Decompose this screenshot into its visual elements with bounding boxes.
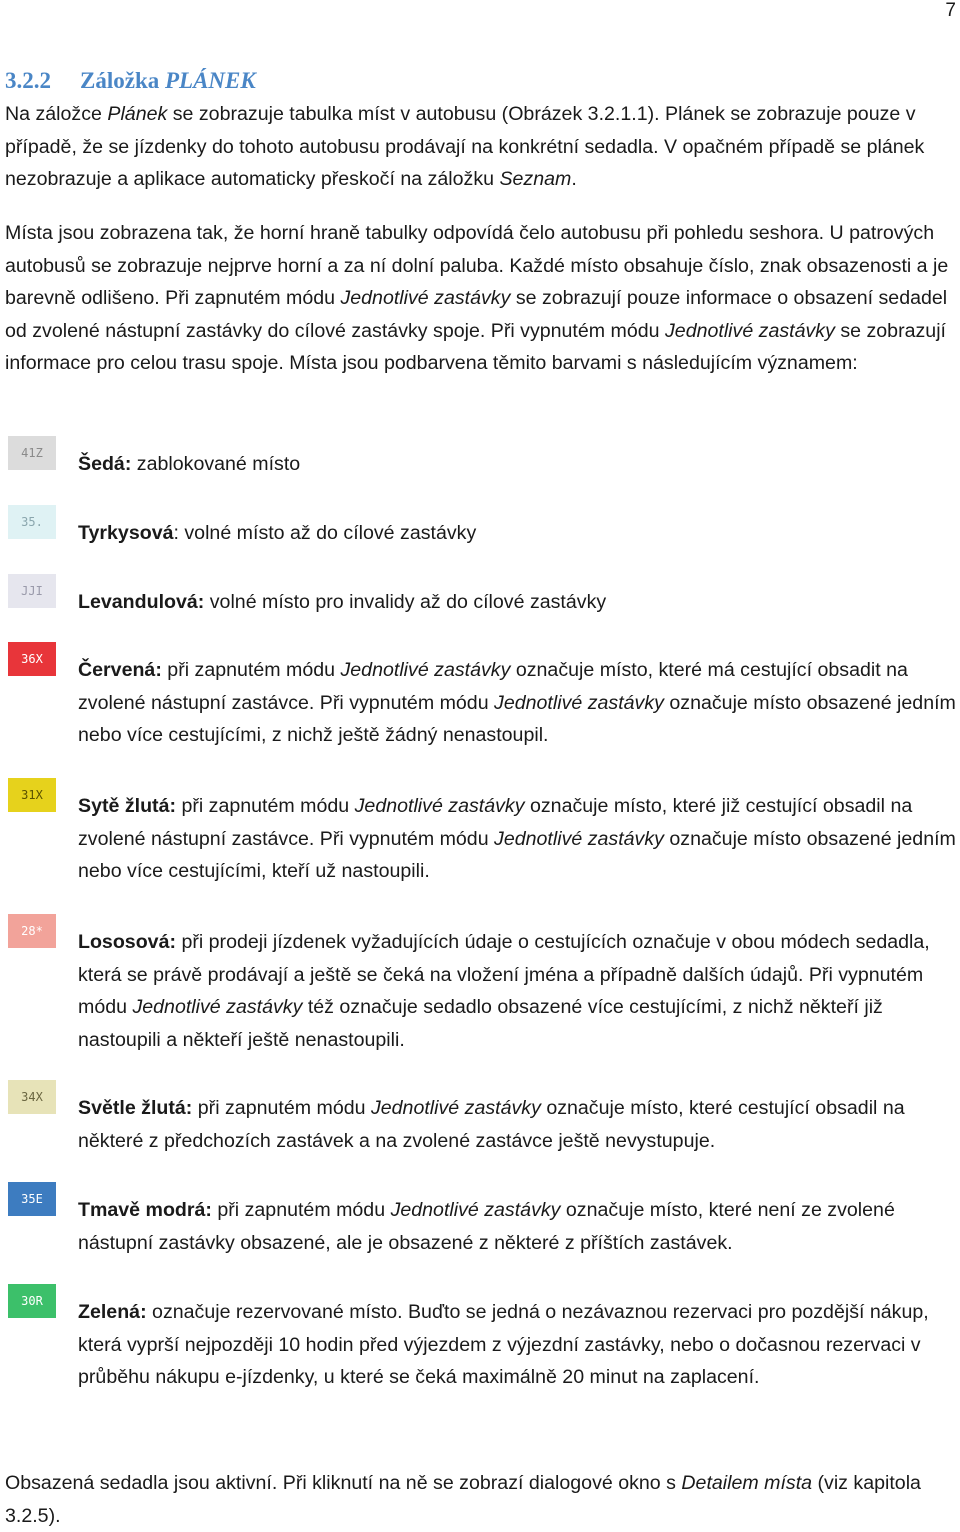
seat-swatch-light-yellow: 34X [8, 1080, 56, 1114]
text-run: se zobrazuje tabulka míst v autobusu (Obrázek 3.2.1.1). Plánek se zobrazuje pouze v případě, že se jízdenky do tohoto autobusu prodávají na konkrétní sedadla. V opačném případě se plánek nezobrazuje a aplikace automaticky přeskočí na záložku [5, 103, 925, 191]
legend-label: Světle žlutá: [78, 1097, 193, 1119]
description-paragraph [5, 217, 955, 380]
text-run: Obsazená sedadla jsou aktivní. Při kliknutí na ně se zobrazí dialogové okno s [5, 1472, 682, 1494]
section-title-emph: PLÁNEK [164, 68, 256, 93]
seat-swatch-deep-yellow: 31X [8, 778, 56, 812]
legend-description [78, 926, 956, 1056]
text-run: Jednotlivé zastávky [354, 795, 525, 817]
text-run: označuje místo, které již cestující obsadil na zvolené nástupní zastávce. Při vypnutém módu [78, 795, 913, 850]
text-run: se zobrazují informace pro celou trasu spoje. Místa jsou podbarvena těmito barvami s následujícím významem: [5, 319, 946, 375]
text-run: : volné místo až do cílové zastávky [173, 522, 477, 544]
intro-paragraph [5, 98, 955, 196]
text-run: při zapnutém módu [211, 1199, 391, 1221]
legend-description [78, 1296, 956, 1394]
text-run: Na záložce [5, 103, 108, 125]
text-run: označuje místo, které cestující obsadil na některé z předchozích zastávek a na zvolené zastávce ještě nevystupuje. [78, 1097, 905, 1152]
text-run: Jednotlivé zastávky [390, 1199, 561, 1221]
text-run: Jednotlivé zastávky [340, 659, 511, 681]
seat-swatch-gray: 41Z [8, 436, 56, 470]
text-run: Jednotlivé zastávky [494, 827, 664, 850]
closing-paragraph [5, 1467, 955, 1532]
section-heading [5, 68, 256, 94]
legend-description [78, 1092, 956, 1157]
legend-label: Levandulová: [78, 591, 205, 613]
text-run: Jednotlivé zastávky [370, 1097, 541, 1119]
legend-label: Červená: [78, 659, 162, 681]
section-number: 3.2.2 [5, 68, 51, 93]
text-run: (viz kapitola 3.2.5). [5, 1472, 921, 1527]
text-run: označuje místo, které má cestující obsadit na zvolené nástupní zastávce. Při vypnutém módu [78, 659, 908, 714]
text-run: . [571, 168, 577, 191]
text-run: volné místo pro invalidy až do cílové zastávky [204, 591, 607, 613]
text-run: zablokované místo [131, 453, 301, 475]
legend-description [78, 448, 956, 481]
legend-label: Zelená: [78, 1301, 147, 1323]
text-run: Jednotlivé zastávky [132, 996, 303, 1019]
seat-swatch-lavender: JJI [8, 574, 56, 608]
text-run: při zapnutém módu [192, 1097, 371, 1119]
legend-label: Sytě žlutá: [78, 795, 176, 817]
text-run: Plánek [107, 103, 168, 125]
text-run: označuje místo, které není ze zvolené nástupní zastávky obsazené, ale je obsazené z některé z příštích zastávek. [78, 1199, 895, 1254]
legend-description [78, 586, 956, 619]
seat-swatch-red: 36X [8, 642, 56, 676]
text-run: Seznam [499, 168, 572, 191]
page-number: 7 [945, 0, 956, 21]
text-run: Jednotlivé zastávky [494, 691, 664, 714]
seat-swatch-salmon: 28* [8, 914, 56, 948]
text-run: Místa jsou zobrazena tak, že horní hraně tabulky odpovídá čelo autobusu při pohledu seshora. U patrových autobusů se zobrazuje nejprve horní a za ní dolní paluba. Každé místo obsahuje číslo, znak obsazenosti a je barevně odlišeno. Při zapnutém módu [5, 222, 949, 310]
text-run: označuje místo obsazené jedním nebo více cestujícími, kteří už nastoupili. [78, 827, 956, 883]
seat-swatch-green: 30R [8, 1284, 56, 1318]
legend-description [78, 654, 956, 752]
legend-label: Tyrkysová [78, 522, 174, 544]
legend-description [78, 1194, 956, 1259]
legend-description [78, 517, 956, 550]
text-run: při zapnutém módu [176, 795, 355, 817]
text-run: též označuje sedadlo obsazené více cestujícími, z nichž někteří již nastoupili a někteří ještě nenastoupili. [78, 996, 883, 1051]
text-run: Jednotlivé zastávky [665, 319, 835, 342]
text-run: Jednotlivé zastávky [340, 287, 511, 310]
legend-label: Šedá: [78, 453, 132, 475]
text-run: se zobrazují pouze informace o obsazení sedadel od zvolené nástupní zastávky do cílové zastávky spoje. Při vypnutém módu [5, 287, 948, 342]
seat-swatch-turquoise: 35. [8, 505, 56, 539]
legend-label: Tmavě modrá: [78, 1199, 212, 1221]
section-title-prefix: Záložka [80, 68, 160, 93]
seat-swatch-dark-blue: 35E [8, 1182, 56, 1216]
text-run: při zapnutém módu [161, 659, 341, 681]
text-run: při prodeji jízdenek vyžadujících údaje o cestujících označuje v obou módech sedadla, která se právě prodávají a ještě se čeká na vložení jména a případně dalších údajů. Při vypnutém módu [78, 931, 930, 1019]
text-run: Detailem místa [681, 1472, 813, 1494]
text-run: označuje místo obsazené jedním nebo více cestujícími, z nichž ještě žádný nenastoupil. [78, 691, 956, 747]
legend-label: Lososová: [78, 931, 176, 953]
text-run: označuje rezervované místo. Buďto se jedná o nezávaznou rezervaci pro pozdější nákup, která vyprší nejpozději 10 hodin před výjezdem z výjezdní zastávky, nebo o dočasnou rezervaci v průběhu nákupu e-jízdenky, u které se čeká maximálně 20 minut na zaplacení. [78, 1301, 929, 1389]
legend-description [78, 790, 956, 888]
